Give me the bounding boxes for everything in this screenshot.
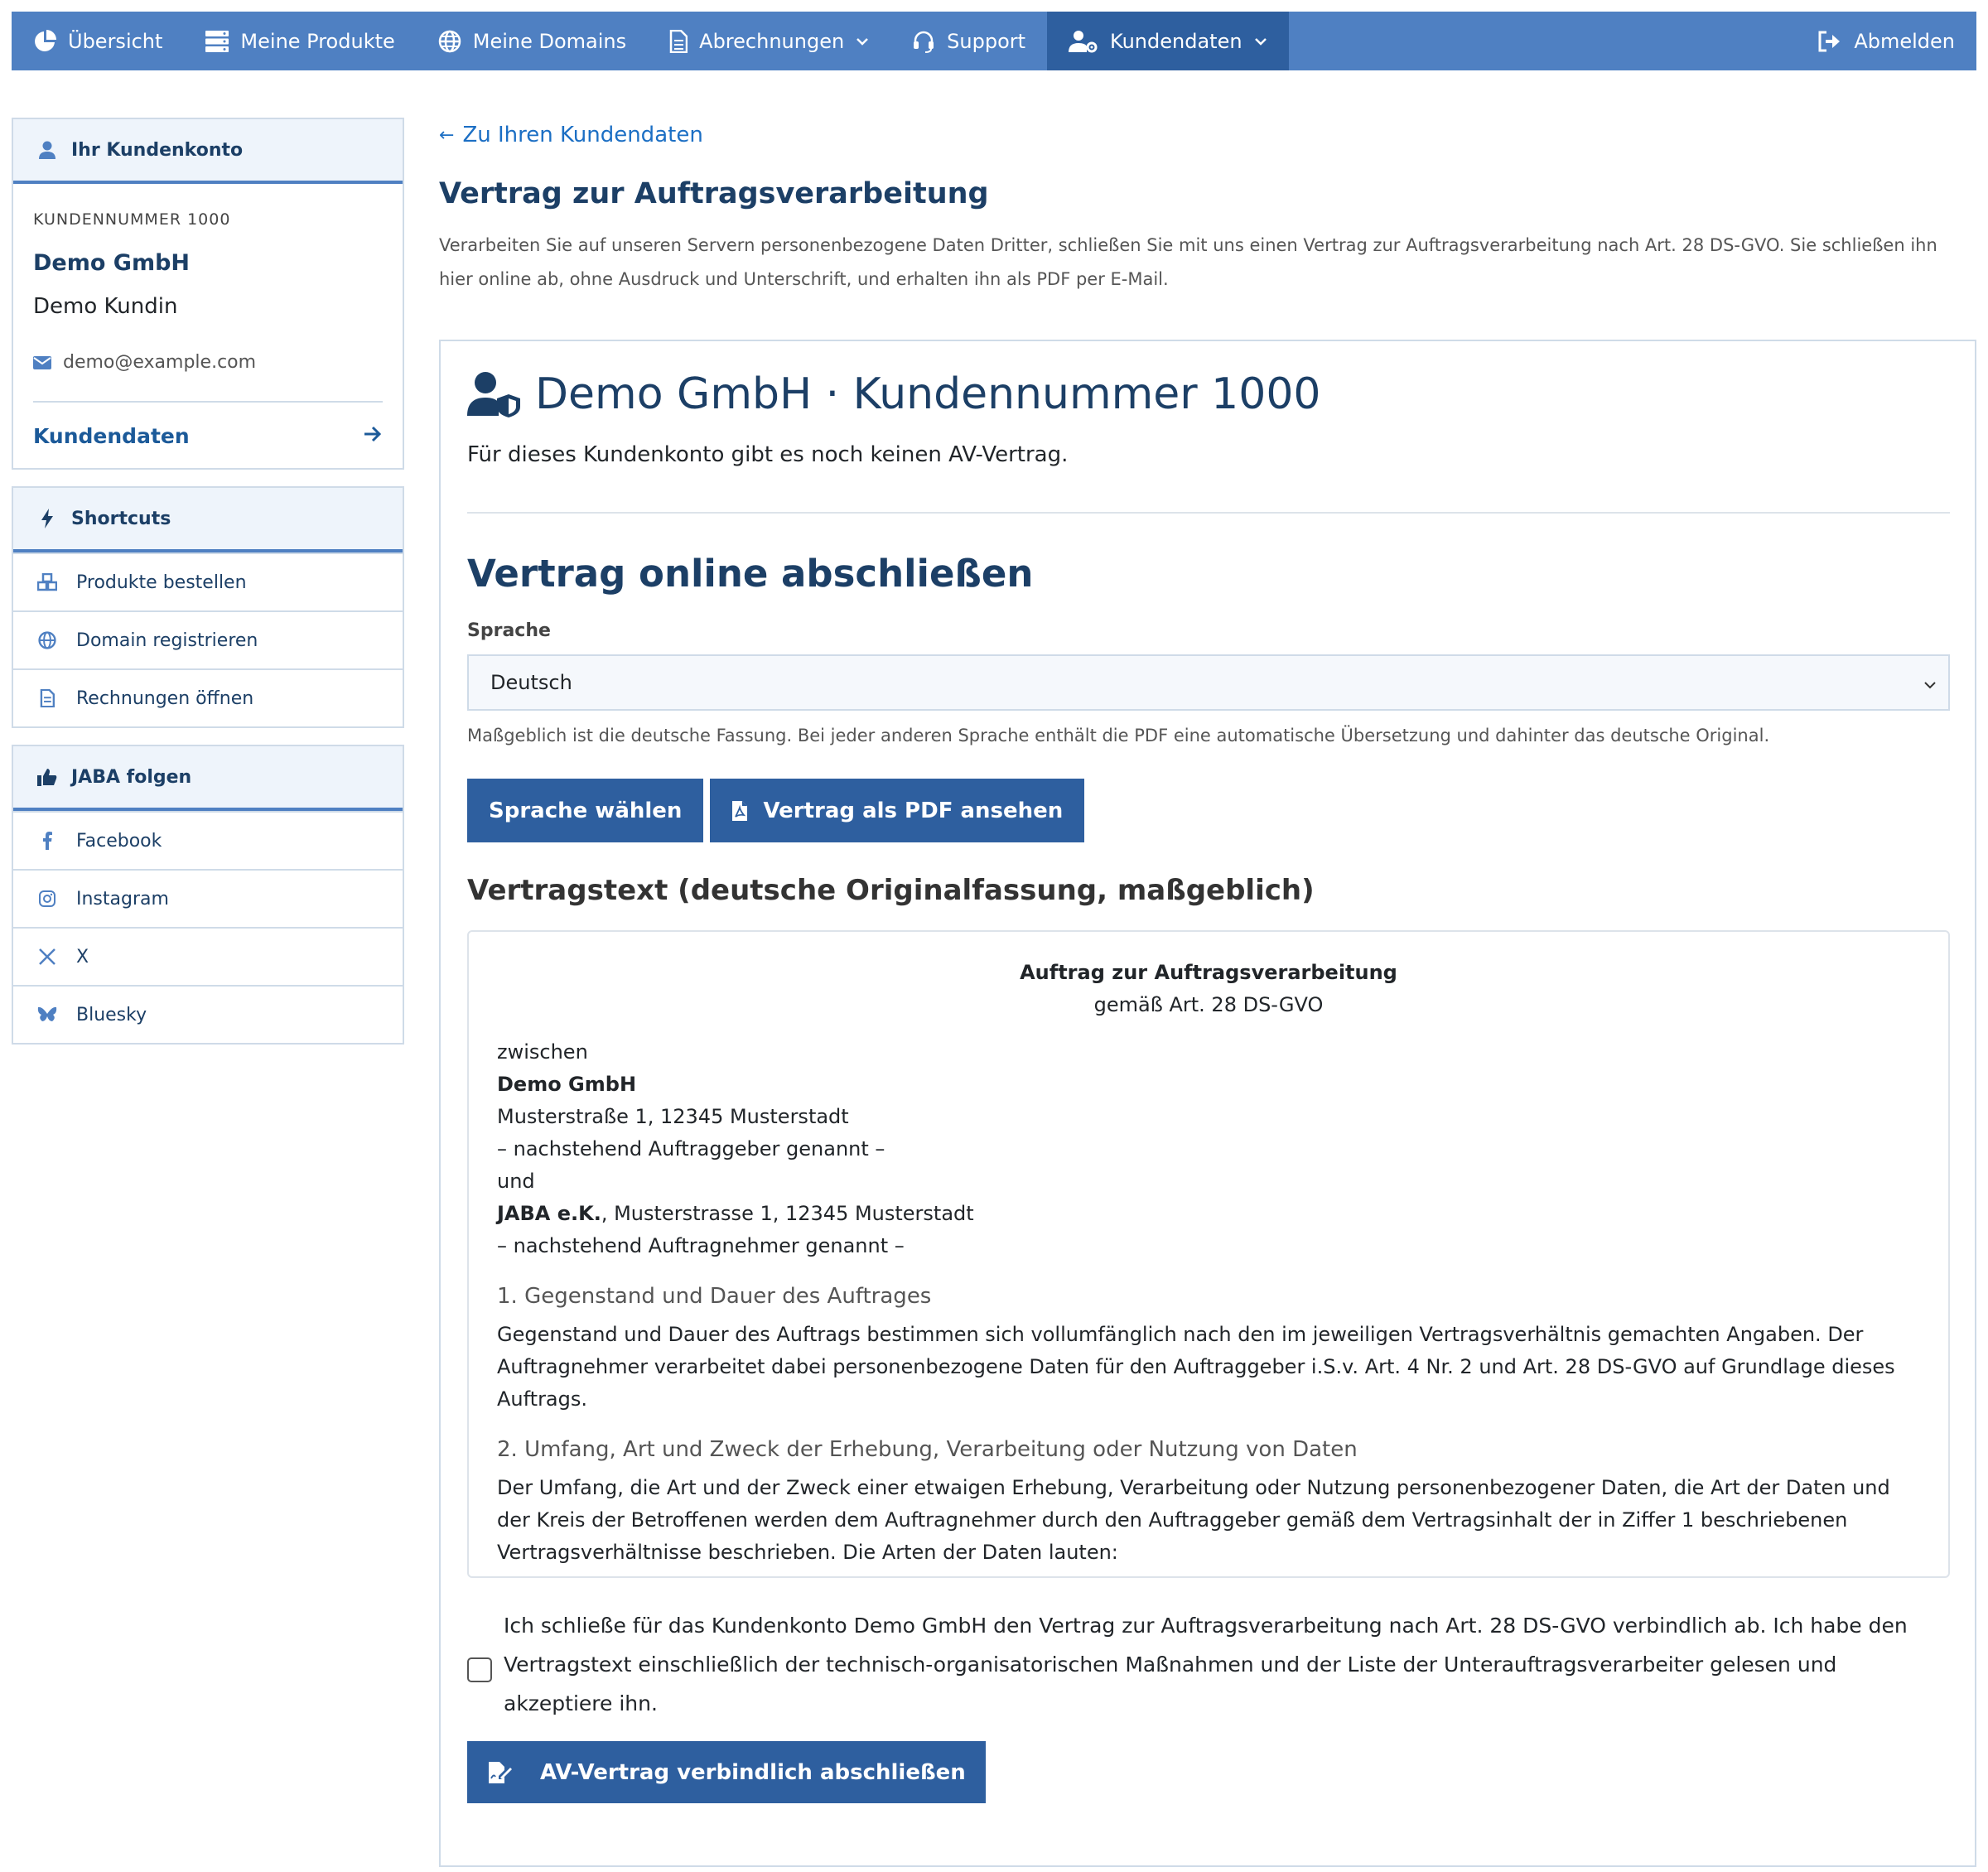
x-logo-icon [35,948,60,965]
facebook-icon [35,832,60,850]
nav-meine-produkte[interactable] [184,12,416,70]
view-pdf-button[interactable] [710,779,1084,842]
nav-uebersicht-label: Übersicht [68,29,163,53]
shortcut-label: Rechnungen öffnen [76,688,254,709]
account-email-text: demo@example.com [63,352,257,373]
contract-and: und [497,1170,535,1193]
shortcuts-title: Shortcuts [71,508,171,529]
nav-meine-domains-label: Meine Domains [472,29,627,53]
nav-abrechnungen-label: Abrechnungen [699,29,845,53]
party2-role: – nachstehend Auftragnehmer genannt – [497,1234,905,1257]
panel-title-text: Demo GmbH · Kundennummer 1000 [535,369,1321,419]
party2-address: , Musterstrasse 1, 12345 Musterstadt [601,1202,974,1225]
contract-title: Auftrag zur Auftragsverarbeitung [1020,961,1397,984]
nav-kundendaten[interactable] [1047,12,1289,70]
choose-language-label: Sprache wählen [489,798,683,823]
social-label: X [76,946,89,967]
back-link-label: Zu Ihren Kundendaten [462,123,703,147]
consent-text: Ich schließe für das Kundenkonto Demo GmbH den Vertrag zur Auftragsverarbeitung nach Art. 28 DS-GVO verbindlich ab. Ich habe den Vertragstext einschließlich der technisch-organisatorischen Maßnahmen und der Liste der Unterauftragsverarbeiter gelesen und akzeptiere ihn. [504,1614,1908,1715]
account-card [12,118,404,470]
submit-contract-button[interactable] [467,1741,986,1803]
globe-icon [438,30,461,53]
thumbs-up-icon [35,768,60,786]
page-title: Vertrag zur Auftragsverarbeitung [439,177,989,210]
social-label: Bluesky [76,1004,147,1025]
user-shield-icon [467,371,522,417]
invoice-icon [35,689,60,707]
server-icon [205,31,229,52]
nav-spacer [1289,12,1797,70]
party2-line [497,1198,1920,1230]
file-pdf-icon [731,800,748,822]
top-navigation [12,12,1976,70]
social-label: Facebook [76,830,162,852]
language-button-row [467,779,1950,842]
cubes-icon [35,573,60,591]
contract-subtitle: gemäß Art. 28 DS-GVO [1093,993,1324,1016]
nav-uebersicht[interactable] [12,12,184,70]
shortcut-label: Produkte bestellen [76,572,247,593]
social-title: JABA folgen [71,766,192,788]
contract-parties [497,1036,1920,1262]
account-card-title: Ihr Kundenkonto [71,139,244,161]
sign-out-icon [1817,31,1842,52]
arrow-right-icon [363,424,383,448]
contract-text-heading: Vertragstext (deutsche Originalfassung, maßgeblich) [467,874,1315,907]
party1-role: – nachstehend Auftraggeber genannt – [497,1137,885,1160]
invoice-icon [669,30,688,53]
nav-support-label: Support [947,29,1026,53]
social-x[interactable] [13,927,403,985]
social-facebook[interactable] [13,811,403,869]
customer-data-link-label: Kundendaten [33,424,190,448]
back-to-customer-data-link[interactable] [439,123,1976,147]
file-signature-icon [487,1761,512,1784]
language-hint: Maßgeblich ist die deutsche Fassung. Bei jeder anderen Sprache enthält die PDF eine automatische Übersetzung und dahinter das deutsche Original. [467,726,1770,745]
chevron-down-icon [1254,37,1267,46]
contract-text-box[interactable] [467,930,1950,1578]
social-card [12,745,404,1045]
no-contract-notice: Für dieses Kundenkonto gibt es noch keinen AV-Vertrag. [467,442,1069,467]
logout-button[interactable] [1796,12,1976,70]
instagram-icon [35,890,60,907]
social-card-header [13,746,403,811]
language-label: Sprache [467,620,551,641]
main-content [439,116,1976,1785]
social-label: Instagram [76,888,169,909]
account-card-body [13,184,403,468]
logout-label: Abmelden [1854,29,1955,53]
party1-address: Musterstraße 1, 12345 Musterstadt [497,1105,849,1128]
submit-contract-label: AV-Vertrag verbindlich abschließen [540,1759,966,1785]
contract-between: zwischen [497,1040,588,1064]
nav-meine-produkte-label: Meine Produkte [240,29,395,53]
section-2-text: Der Umfang, die Art und der Zweck einer etwaigen Erhebung, Verarbeitung oder Nutzung personenbezogener Daten, die Art der Daten und der Kreis der Betroffenen werden dem Auftragnehmer durch den Auftraggeber gemäß dem Vertragsinhalt der in Ziffer 1 beschriebenen Vertragsverhältnisse beschrieben. Die Arten der Daten lauten: [497,1476,1890,1564]
shortcuts-card [12,486,404,728]
panel-title [467,369,1950,419]
section-divider [467,512,1950,514]
shortcuts-card-header [13,488,403,552]
language-select-value: Deutsch [490,671,572,694]
user-gear-icon [1069,30,1098,53]
contract-panel [439,340,1976,1867]
language-select[interactable] [467,654,1950,711]
contract-panel-inner [467,341,1950,1803]
chevron-down-icon [856,37,869,46]
globe-icon [35,631,60,649]
chevron-down-icon [1923,671,1937,694]
consent-row [467,1606,1950,1723]
section-2-title: 2. Umfang, Art und Zweck der Erhebung, Verarbeitung oder Nutzung von Daten [497,1437,1358,1462]
customer-number: KUNDENNUMMER 1000 [33,210,231,229]
shortcut-open-invoices[interactable] [13,668,403,726]
company-name: Demo GmbH [33,250,191,276]
online-heading: Vertrag online abschließen [467,552,1034,596]
bolt-icon [35,509,60,528]
shortcut-label: Domain registrieren [76,630,258,651]
intro-text: Verarbeiten Sie auf unseren Servern personenbezogene Daten Dritter, schließen Sie mit uns einen Vertrag zur Auftragsverarbeitung nach Art. 28 DS-GVO. Sie schließen ihn hier online ab, ohne Ausdruck und Unterschrift, und erhalten ihn als PDF per E-Mail. [439,235,1937,289]
shortcut-register-domain[interactable] [13,610,403,668]
consent-checkbox[interactable] [467,1657,492,1682]
view-pdf-label: Vertrag als PDF ansehen [763,798,1064,823]
envelope-icon [33,356,51,369]
party1-name: Demo GmbH [497,1073,637,1096]
nav-support[interactable] [890,12,1047,70]
party2-name: JABA e.K. [497,1202,601,1225]
headset-icon [912,30,935,53]
pie-chart-icon [33,30,56,53]
nav-meine-domains[interactable] [417,12,648,70]
account-card-header [13,119,403,184]
arrow-left-icon: ← [439,124,455,146]
contact-person: Demo Kundin [33,294,178,319]
social-instagram[interactable] [13,869,403,927]
sidebar [12,118,404,1061]
butterfly-icon [35,1006,60,1023]
section-1-text: Gegenstand und Dauer des Auftrags bestimmen sich vollumfänglich nach den im jeweiligen Vertragsverhältnis gemachten Angaben. Der Auftragnehmer verarbeitet dabei personenbezogene Daten für den Auftraggeber i.S.v. Art. 4 Nr. 2 und Art. 28 DS-GVO auf Grundlage dieses Auftrags. [497,1323,1895,1411]
shortcut-order-products[interactable] [13,552,403,610]
nav-kundendaten-label: Kundendaten [1110,29,1242,53]
account-email [33,352,383,373]
nav-abrechnungen[interactable] [648,12,890,70]
customer-data-link[interactable] [33,403,383,456]
social-bluesky[interactable] [13,985,403,1043]
choose-language-button[interactable] [467,779,703,842]
section-1-title: 1. Gegenstand und Dauer des Auftrages [497,1284,932,1309]
user-icon [35,141,60,159]
